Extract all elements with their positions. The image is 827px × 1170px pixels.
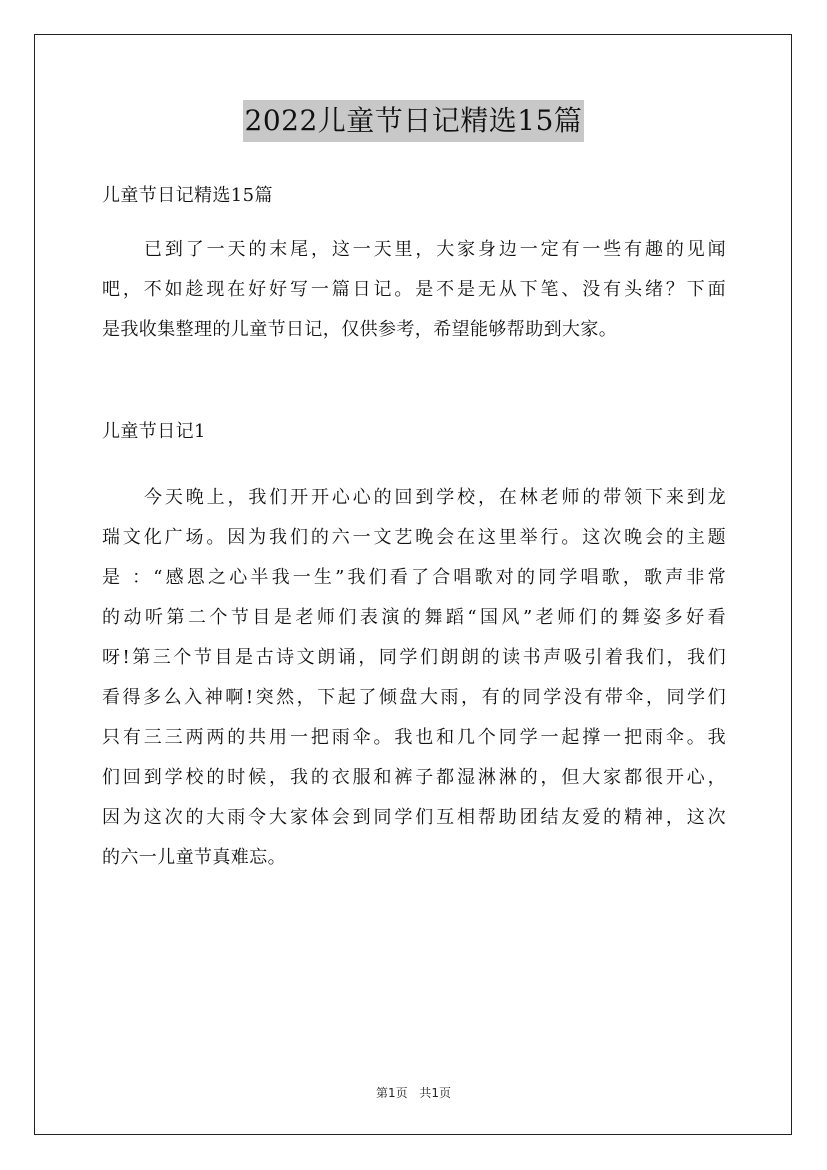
body-line: 只有三三两两的共用一把雨伞。我也和几个同学一起撑一把雨伞。我: [102, 727, 726, 748]
section-heading: 儿童节日记1: [102, 421, 206, 442]
document-title: [0, 100, 827, 142]
document-body: [102, 176, 726, 878]
page-number-current: 第1页: [375, 1086, 408, 1100]
intro-line: 已到了一天的末尾，这一天里，大家身边一定有一些有趣的见闻: [144, 239, 726, 260]
body-line: 看得多么入神啊!突然，下起了倾盘大雨，有的同学没有带伞，同学们: [102, 687, 726, 708]
body-line: 是 ：“感恩之心半我一生”我们看了合唱歌对的同学唱歌，歌声非常: [102, 567, 726, 588]
body-line: 瑞文化广场。因为我们的六一文艺晚会在这里举行。这次晚会的主题: [102, 527, 726, 548]
body-line: 今天晚上，我们开开心心的回到学校，在林老师的带领下来到龙: [144, 487, 726, 508]
body-line: 呀!第三个节目是古诗文朗诵，同学们朗朗的读书声吸引着我们，我们: [102, 647, 726, 668]
document-subtitle: 儿童节日记精选15篇: [102, 185, 273, 206]
body-line: 的动听第二个节目是老师们表演的舞蹈“国风”老师们的舞姿多好看: [102, 607, 726, 628]
intro-line: 是我收集整理的儿童节日记，仅供参考，希望能够帮助到大家。: [102, 319, 618, 340]
body-line: 因为这次的大雨令大家体会到同学们互相帮助团结友爱的精神，这次: [102, 807, 726, 828]
body-paragraph: [102, 478, 726, 878]
intro-paragraph: [102, 230, 726, 350]
page-number-total: 共1页: [419, 1086, 452, 1100]
intro-line: 吧，不如趁现在好好写一篇日记。是不是无从下笔、没有头绪？下面: [102, 279, 726, 300]
page-footer: [0, 1084, 827, 1101]
body-line: 们回到学校的时候，我的衣服和裤子都湿淋淋的，但大家都很开心，: [102, 767, 726, 788]
document-title-text: 2022儿童节日记精选15篇: [243, 100, 585, 142]
body-line: 的六一儿童节真难忘。: [102, 847, 286, 868]
